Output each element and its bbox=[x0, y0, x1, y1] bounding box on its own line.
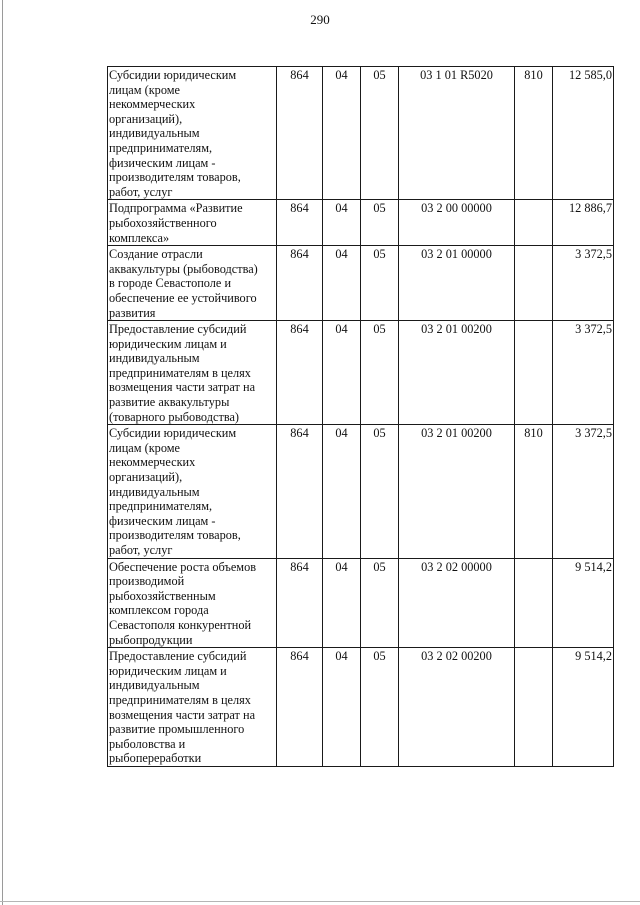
cell-amount: 12 585,0 bbox=[553, 67, 614, 200]
item-name-line: предпринимателям в целях bbox=[109, 365, 251, 380]
cell-item-name bbox=[108, 648, 277, 767]
item-name-line: комплекса» bbox=[109, 230, 170, 245]
cell-item-name bbox=[108, 558, 277, 648]
item-name-line: возмещения части затрат на bbox=[109, 707, 256, 722]
cell-item-name bbox=[108, 67, 277, 200]
item-name-line: некоммерческих bbox=[109, 97, 196, 112]
item-name-line: Обеспечение роста объемов bbox=[109, 559, 257, 574]
cell-amount: 3 372,5 bbox=[553, 321, 614, 425]
item-name-line: рыбохозяйственным bbox=[109, 588, 216, 603]
page-left-edge bbox=[2, 0, 3, 905]
item-name-line: лицам (кроме bbox=[109, 82, 180, 97]
cell-expense-type bbox=[515, 321, 553, 425]
item-name-line: работ, услуг bbox=[109, 543, 173, 557]
cell-ministry-code: 864 bbox=[277, 648, 323, 767]
table-row bbox=[108, 246, 614, 321]
item-name-line: юридическим лицам и bbox=[109, 336, 227, 351]
item-name-line: развитие аквакультуры bbox=[109, 395, 230, 410]
item-name-line: рыбопродукции bbox=[109, 632, 193, 647]
item-name-line: производителям товаров, bbox=[109, 528, 241, 543]
cell-target-article: 03 2 00 00000 bbox=[399, 200, 515, 246]
cell-subsection-code: 05 bbox=[361, 648, 399, 767]
cell-subsection-code: 05 bbox=[361, 200, 399, 246]
item-name-line: производимой bbox=[109, 574, 185, 589]
cell-section-code: 04 bbox=[323, 67, 361, 200]
item-name-line: Субсидии юридическим bbox=[109, 68, 237, 82]
item-name-line: производителям товаров, bbox=[109, 170, 241, 185]
item-name-line: аквакультуры (рыбоводства) bbox=[109, 261, 258, 276]
cell-target-article: 03 2 01 00000 bbox=[399, 246, 515, 321]
table-row bbox=[108, 321, 614, 425]
item-name-line: юридическим лицам и bbox=[109, 663, 227, 678]
item-name-line: некоммерческих bbox=[109, 455, 196, 470]
cell-subsection-code: 05 bbox=[361, 321, 399, 425]
item-name-line: предпринимателям, bbox=[109, 499, 213, 514]
item-name-line: комплексом города bbox=[109, 603, 209, 618]
cell-expense-type bbox=[515, 200, 553, 246]
cell-ministry-code: 864 bbox=[277, 425, 323, 558]
budget-table bbox=[107, 66, 614, 767]
item-name-line: работ, услуг bbox=[109, 184, 173, 199]
cell-expense-type bbox=[515, 558, 553, 648]
item-name-line: предпринимателям в целях bbox=[109, 692, 251, 707]
cell-amount: 12 886,7 bbox=[553, 200, 614, 246]
item-name-line: индивидуальным bbox=[109, 126, 200, 141]
item-name-line: в городе Севастополе и bbox=[109, 276, 232, 291]
cell-target-article: 03 2 02 00000 bbox=[399, 558, 515, 648]
cell-section-code: 04 bbox=[323, 648, 361, 767]
cell-section-code: 04 bbox=[323, 558, 361, 648]
table-row bbox=[108, 648, 614, 767]
table-row bbox=[108, 425, 614, 558]
cell-target-article: 03 2 01 00200 bbox=[399, 425, 515, 558]
cell-target-article: 03 1 01 R5020 bbox=[399, 67, 515, 200]
item-name-line: Севастополя конкурентной bbox=[109, 617, 252, 632]
cell-section-code: 04 bbox=[323, 425, 361, 558]
cell-subsection-code: 05 bbox=[361, 67, 399, 200]
item-name-line: Субсидии юридическим bbox=[109, 426, 237, 441]
cell-amount: 9 514,2 bbox=[553, 648, 614, 767]
cell-subsection-code: 05 bbox=[361, 425, 399, 558]
item-name-line: рыбохозяйственного bbox=[109, 215, 217, 230]
cell-target-article: 03 2 01 00200 bbox=[399, 321, 515, 425]
item-name-line: индивидуальным bbox=[109, 484, 200, 499]
item-name-line: (товарного рыбоводства) bbox=[109, 409, 240, 424]
cell-subsection-code: 05 bbox=[361, 558, 399, 648]
item-name-line: лицам (кроме bbox=[109, 440, 180, 455]
cell-ministry-code: 864 bbox=[277, 67, 323, 200]
table-body bbox=[108, 67, 614, 767]
item-name-line: физическим лицам - bbox=[109, 513, 216, 528]
cell-item-name bbox=[108, 425, 277, 558]
cell-expense-type bbox=[515, 648, 553, 767]
cell-ministry-code: 864 bbox=[277, 558, 323, 648]
item-name-line: индивидуальным bbox=[109, 351, 200, 366]
cell-item-name bbox=[108, 321, 277, 425]
cell-expense-type: 810 bbox=[515, 67, 553, 200]
cell-amount: 9 514,2 bbox=[553, 558, 614, 648]
table-row bbox=[108, 67, 614, 200]
item-name-line: организаций), bbox=[109, 470, 183, 485]
item-name-line: развития bbox=[109, 305, 156, 320]
item-name-line: рыбопереработки bbox=[109, 751, 202, 766]
cell-item-name bbox=[108, 246, 277, 321]
cell-expense-type bbox=[515, 246, 553, 321]
item-name-line: возмещения части затрат на bbox=[109, 380, 256, 395]
item-name-line: физическим лицам - bbox=[109, 155, 216, 170]
item-name-line: Предоставление субсидий bbox=[109, 649, 247, 664]
item-name-line: рыболовства и bbox=[109, 736, 186, 751]
cell-ministry-code: 864 bbox=[277, 246, 323, 321]
table-row bbox=[108, 200, 614, 246]
cell-ministry-code: 864 bbox=[277, 321, 323, 425]
cell-amount: 3 372,5 bbox=[553, 425, 614, 558]
cell-subsection-code: 05 bbox=[361, 246, 399, 321]
page-bottom-edge bbox=[0, 901, 640, 902]
item-name-line: предпринимателям, bbox=[109, 140, 213, 155]
cell-amount: 3 372,5 bbox=[553, 246, 614, 321]
page-number: 290 bbox=[310, 12, 330, 27]
item-name-line: Создание отрасли bbox=[109, 247, 203, 262]
cell-expense-type: 810 bbox=[515, 425, 553, 558]
table-row bbox=[108, 558, 614, 648]
cell-section-code: 04 bbox=[323, 200, 361, 246]
cell-section-code: 04 bbox=[323, 321, 361, 425]
item-name-line: развитие промышленного bbox=[109, 722, 245, 737]
cell-target-article: 03 2 02 00200 bbox=[399, 648, 515, 767]
item-name-line: Предоставление субсидий bbox=[109, 322, 247, 337]
item-name-line: организаций), bbox=[109, 111, 183, 126]
cell-ministry-code: 864 bbox=[277, 200, 323, 246]
item-name-line: индивидуальным bbox=[109, 678, 200, 693]
cell-item-name bbox=[108, 200, 277, 246]
item-name-line: обеспечение ее устойчивого bbox=[109, 290, 257, 305]
item-name-line: Подпрограмма «Развитие bbox=[109, 201, 243, 216]
cell-section-code: 04 bbox=[323, 246, 361, 321]
